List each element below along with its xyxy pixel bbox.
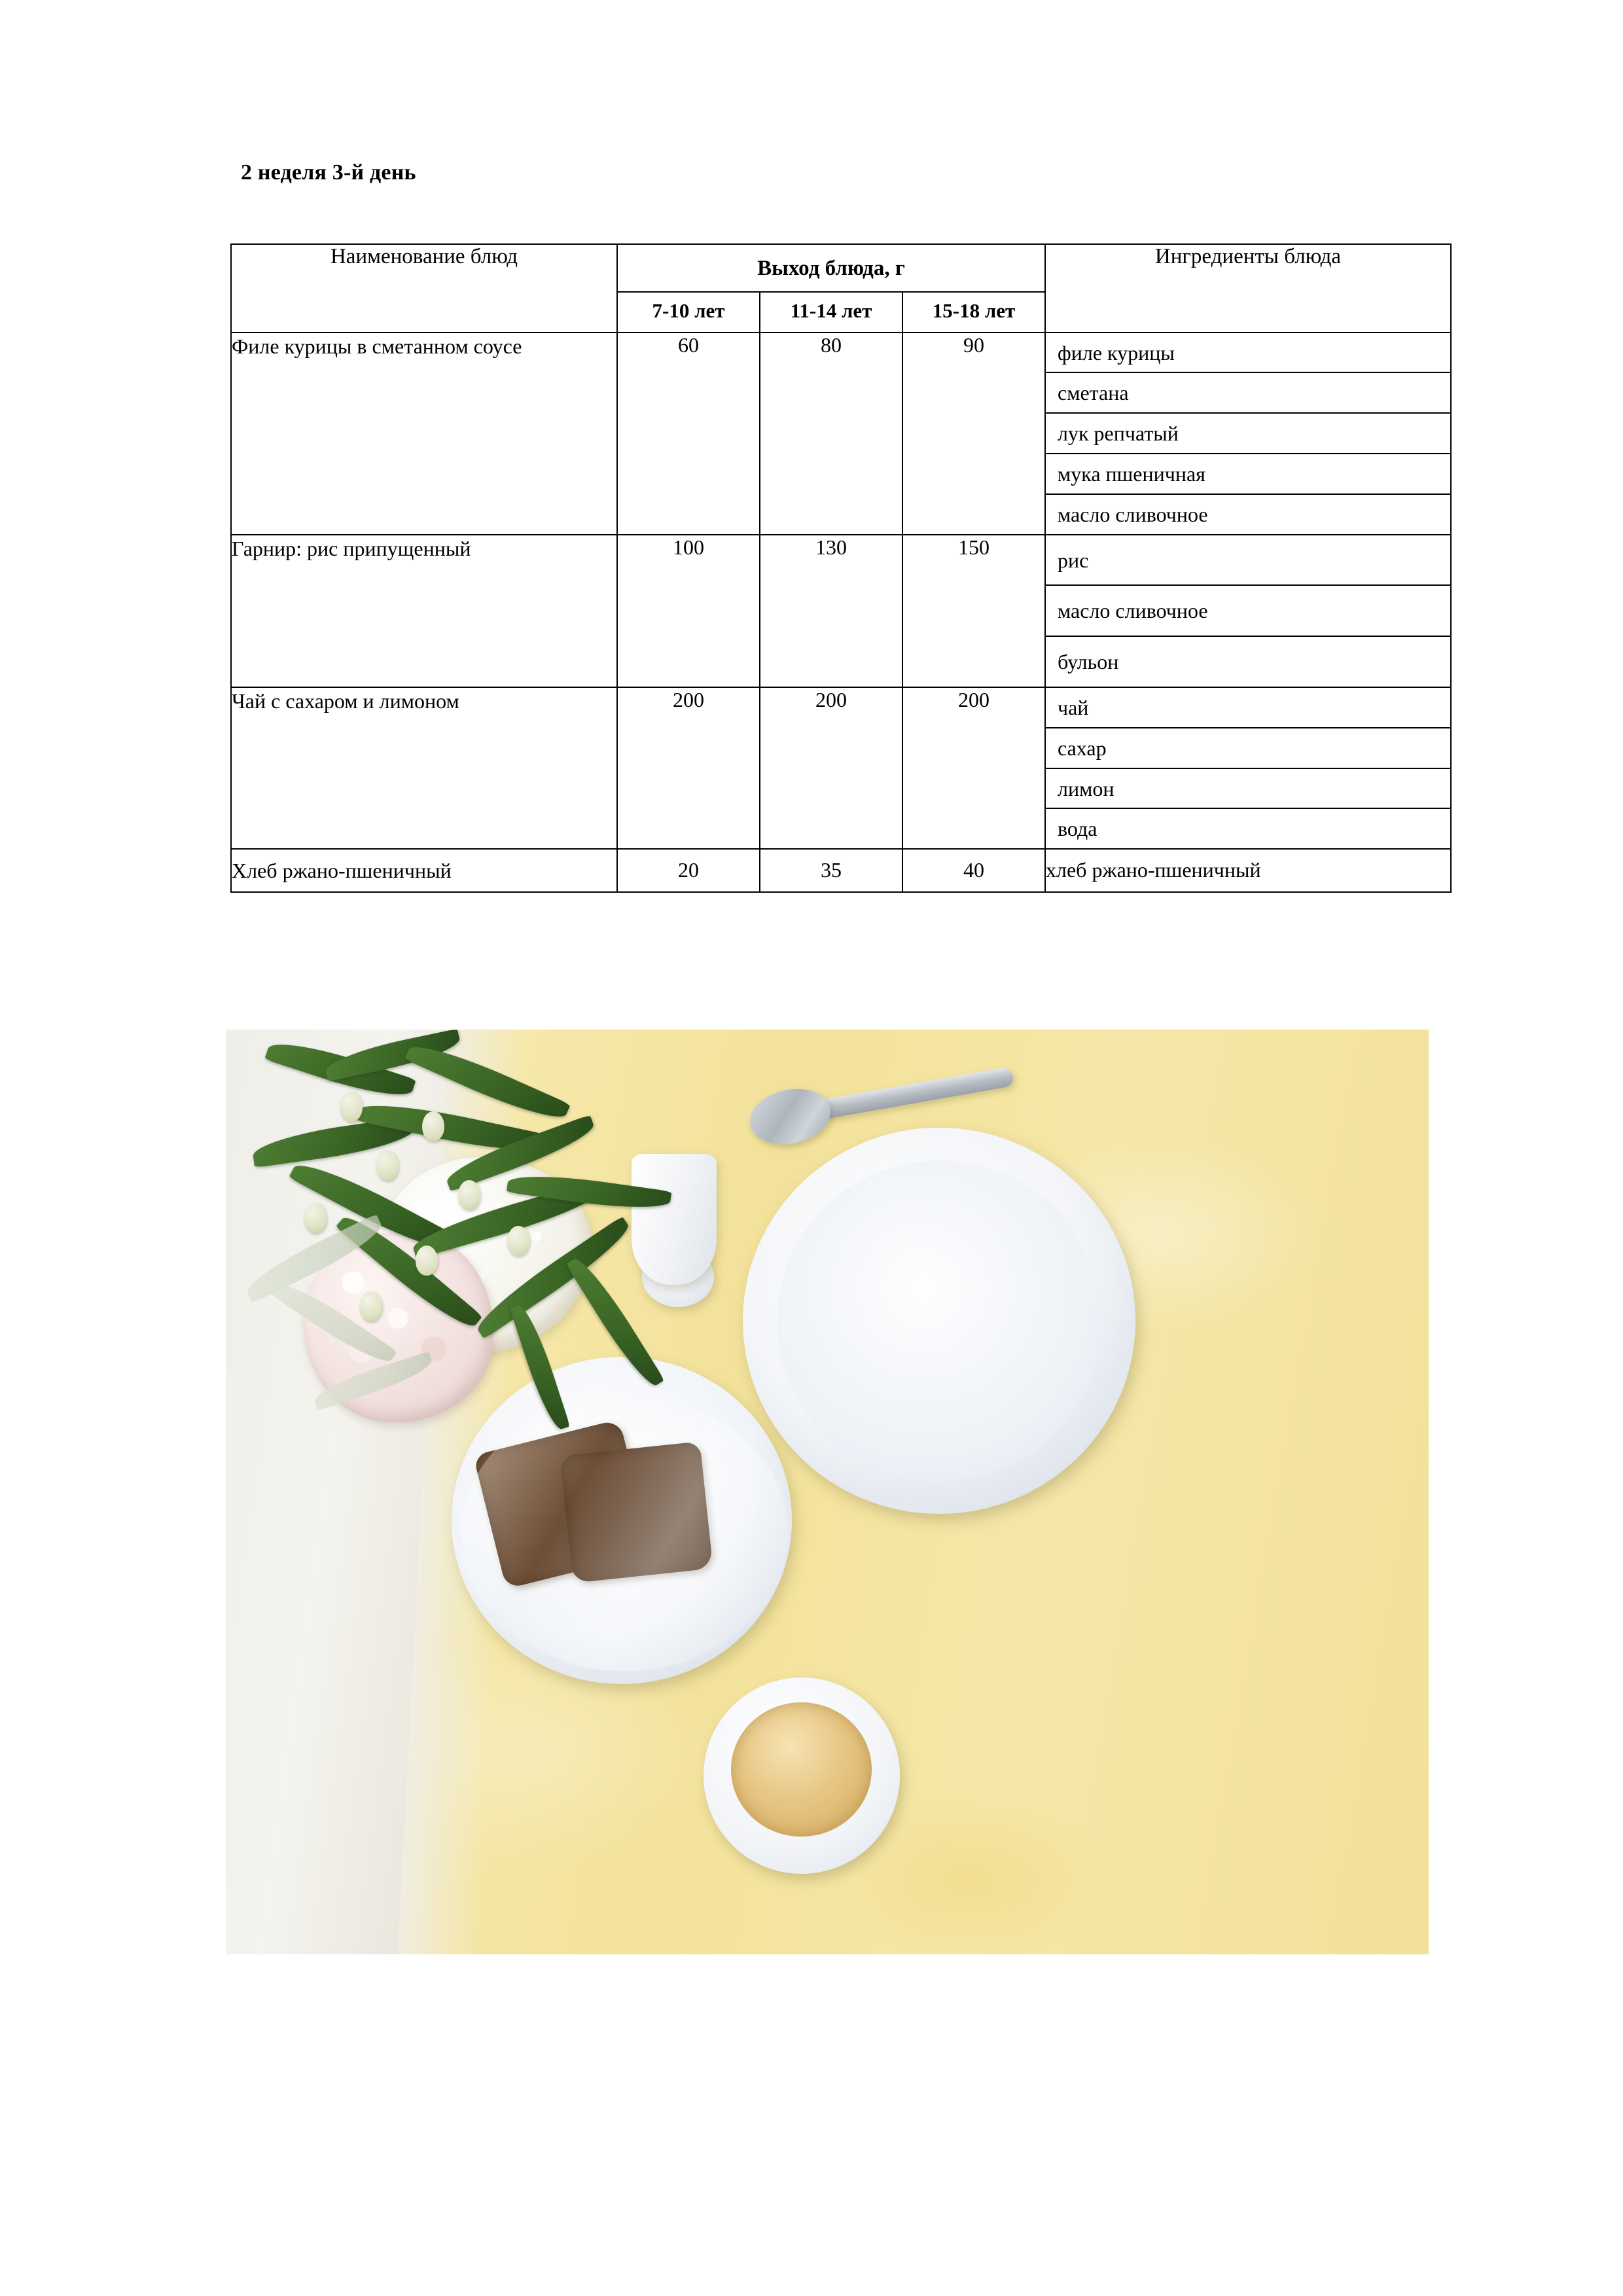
ingredients-cell: хлеб ржано-пшеничный bbox=[1045, 849, 1451, 892]
yield-7-10-cell: 200 bbox=[617, 687, 760, 849]
ingredient-item: бульон bbox=[1046, 636, 1450, 687]
header-age-7-10-label: 7-10 лет bbox=[652, 299, 725, 322]
yield-15-18-cell: 40 bbox=[902, 849, 1045, 892]
page-title: 2 неделя 3-й день bbox=[241, 160, 416, 185]
yield-15-18-cell: 200 bbox=[902, 687, 1045, 849]
header-ingredients: Ингредиенты блюда bbox=[1045, 244, 1451, 332]
ingredient-item: лук репчатый bbox=[1046, 413, 1450, 454]
yield-11-14-cell: 80 bbox=[760, 332, 902, 535]
ingredient-list bbox=[1046, 535, 1450, 687]
table-row bbox=[231, 849, 1451, 892]
main-plate bbox=[743, 1128, 1135, 1514]
header-dish-name: Наименование блюд bbox=[231, 244, 617, 332]
yield-15-18-cell: 150 bbox=[902, 535, 1045, 687]
chicken-fillet-portion bbox=[303, 1232, 493, 1422]
yield-11-14-cell: 35 bbox=[760, 849, 902, 892]
ingredients-cell bbox=[1045, 687, 1451, 849]
yield-15-18-cell: 90 bbox=[902, 332, 1045, 535]
ingredient-item: филе курицы bbox=[1046, 333, 1450, 373]
ingredient-item: масло сливочное bbox=[1046, 585, 1450, 636]
white-jug bbox=[632, 1154, 717, 1285]
main-plate-inner bbox=[777, 1160, 1101, 1481]
ingredient-item: масло сливочное bbox=[1046, 494, 1450, 534]
header-age-11-14 bbox=[760, 292, 902, 332]
ingredients-cell bbox=[1045, 332, 1451, 535]
yield-11-14-cell: 200 bbox=[760, 687, 902, 849]
ingredient-item: рис bbox=[1046, 535, 1450, 586]
menu-table bbox=[230, 243, 1452, 893]
ingredient-item: чай bbox=[1046, 688, 1450, 728]
header-age-11-14-label: 11-14 лет bbox=[790, 299, 872, 322]
ingredient-item: вода bbox=[1046, 808, 1450, 848]
header-yield-group bbox=[617, 244, 1045, 292]
header-age-7-10 bbox=[617, 292, 760, 332]
header-yield-group-label: Выход блюда, г bbox=[757, 257, 905, 280]
dish-name-cell: Чай с сахаром и лимоном bbox=[231, 687, 617, 849]
table-row bbox=[231, 687, 1451, 849]
table-row bbox=[231, 332, 1451, 535]
ingredients-cell bbox=[1045, 535, 1451, 687]
rye-bread-slice bbox=[560, 1441, 713, 1583]
yield-11-14-cell: 130 bbox=[760, 535, 902, 687]
yield-7-10-cell: 100 bbox=[617, 535, 760, 687]
dish-name-cell: Хлеб ржано-пшеничный bbox=[231, 849, 617, 892]
yield-7-10-cell: 60 bbox=[617, 332, 760, 535]
meal-photo bbox=[226, 1030, 1429, 1954]
table-body bbox=[231, 332, 1451, 893]
table-row bbox=[231, 535, 1451, 687]
dish-name-cell: Филе курицы в сметанном соусе bbox=[231, 332, 617, 535]
ingredient-item: сметана bbox=[1046, 372, 1450, 413]
header-age-15-18-label: 15-18 лет bbox=[932, 299, 1016, 322]
ingredient-list bbox=[1046, 688, 1450, 848]
ingredient-list bbox=[1046, 333, 1450, 534]
tea-liquid bbox=[731, 1702, 872, 1837]
ingredient-item: сахар bbox=[1046, 728, 1450, 768]
dish-name-cell: Гарнир: рис припущенный bbox=[231, 535, 617, 687]
yield-7-10-cell: 20 bbox=[617, 849, 760, 892]
ingredient-item: мука пшеничная bbox=[1046, 454, 1450, 494]
ingredient-item: лимон bbox=[1046, 768, 1450, 809]
table-header bbox=[231, 244, 1451, 332]
header-age-15-18 bbox=[902, 292, 1045, 332]
